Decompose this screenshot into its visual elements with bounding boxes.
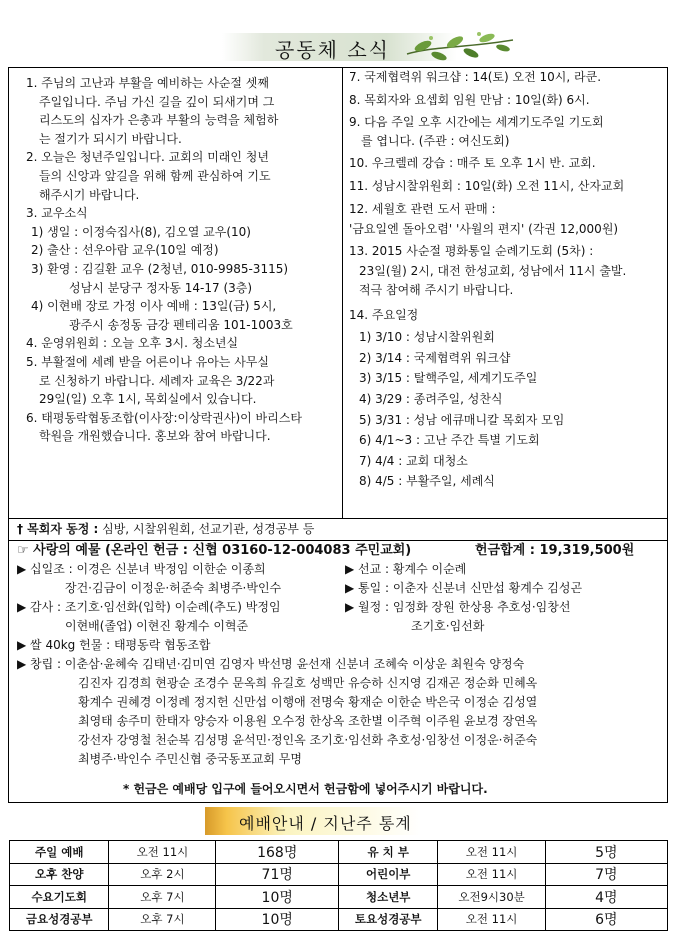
service-name: 유 치 부	[339, 841, 438, 864]
attendance-count: 168명	[216, 841, 339, 864]
table-row	[10, 908, 668, 931]
page-title: 공동체 소식	[275, 38, 390, 62]
news-line: 2) 출산 : 선우아람 교우(10일 예정)	[31, 243, 219, 258]
news-line: 8) 4/5 : 부활주일, 세례식	[359, 474, 495, 489]
attendance-count: 6명	[545, 908, 667, 931]
news-line: 적극 참여해 주시기 바랍니다.	[359, 282, 514, 297]
service-name: 주일 예배	[10, 841, 109, 864]
news-right-column	[349, 68, 665, 491]
offering-line: ▶ 창립 : 이춘삼·윤혜숙 김태년·김미연 김영자 박선명 윤선재 신분녀 조혜숙 이상운 최원숙 양정숙	[17, 657, 525, 671]
news-line: 7. 국제협력위 워크샵 : 14(토) 오전 10시, 라쿤.	[349, 70, 602, 84]
table-row	[10, 886, 668, 909]
news-line: 10. 우크렐레 강습 : 매주 토 오후 1시 반. 교회.	[349, 156, 596, 171]
news-line: 3) 3/15 : 탈핵주일, 세계기도주일	[359, 371, 538, 386]
news-line: '금요일엔 돌아오렴' '사월의 편지' (각권 12,000원)	[349, 222, 619, 237]
offering-heading: ☞ 사랑의 예물 (온라인 헌금 : 신협 03160-12-004083 주민교회)	[17, 543, 412, 558]
offering-line: 이현배(졸업) 이현진 황계수 이혁준	[65, 619, 249, 633]
offering-line: ▶ 감사 : 조기호·임선화(입학) 이순례(추도) 박정임	[17, 600, 281, 614]
offering-line: ▶ 월정 : 임정화 장원 한상용 추호성·임창선	[345, 600, 571, 614]
news-line: 주일입니다. 주님 가신 길을 깊이 되새기며 그	[39, 94, 275, 109]
table-row	[10, 863, 668, 886]
offering-line: ▶ 십일조 : 이경은 신분녀 박정임 이한순 이종희	[17, 562, 266, 576]
service-time: 오전 11시	[438, 841, 545, 864]
news-line: 2. 오늘은 청년주일입니다. 교회의 미래인 청년	[26, 150, 269, 165]
offering-line: 조기호·임선화	[411, 619, 485, 633]
news-line: 23일(월) 2시, 대전 한성교회, 성남에서 11시 출발.	[359, 264, 627, 279]
news-line: 1. 주님의 고난과 부활을 예비하는 사순절 셋째	[26, 76, 269, 90]
news-line: 4) 이현배 장로 가정 이사 예배 : 13일(금) 5시,	[31, 299, 277, 314]
news-line: 2) 3/14 : 국제협력위 워크샵	[359, 350, 511, 365]
service-time: 오전 11시	[109, 841, 216, 864]
news-line: 를 엽니다. (주관 : 여신도회)	[361, 133, 510, 148]
news-line: 4. 운영위원회 : 오늘 오후 3시. 청소년실	[26, 336, 239, 351]
table-row	[10, 841, 668, 864]
offering-line: ▶ 쌀 40kg 헌물 : 태평동락 협동조합	[17, 638, 211, 652]
leaf-vine-icon	[405, 26, 515, 66]
news-line: 3. 교우소식	[26, 206, 88, 221]
news-line: 광주시 송정동 금강 펜테리움 101-1003호	[69, 317, 293, 332]
offering-line: 최영태 송주미 한태자 양승자 이용원 오수정 한상옥 조한별 이주혁 이주원 윤보경 장연옥	[78, 714, 538, 728]
news-line: 6. 태평동락협동조합(이사장:이상락권사)이 바리스타	[26, 410, 302, 425]
pastor-activities-row	[8, 519, 668, 541]
attendance-count: 4명	[545, 886, 667, 909]
news-box	[8, 67, 668, 519]
news-line: 8. 목회자와 요셉회 임원 만남 : 10일(화) 6시.	[349, 92, 590, 107]
service-time: 오후 7시	[109, 908, 216, 931]
service-name: 토요성경공부	[339, 908, 438, 931]
news-line: 로 신청하기 바랍니다. 세례자 교육은 3/22과	[39, 373, 275, 388]
attendance-count: 10명	[216, 908, 339, 931]
offering-line: 최병주·박인수 주민신협 중국동포교회 무명	[78, 752, 302, 766]
news-line: 1) 3/10 : 성남시찰위원회	[359, 330, 495, 345]
pastor-label: † 목회자 동정 :	[17, 522, 99, 536]
service-name: 수요기도회	[10, 886, 109, 909]
offering-line: 황계수 권혜경 이정례 정지헌 신만섭 이행애 전명숙 황재순 이한순 박은국 이정순 김성열	[78, 695, 538, 709]
news-left-column	[17, 68, 337, 446]
attendance-count: 71명	[216, 863, 339, 886]
news-line: 성남시 분당구 정자동 14-17 (3층)	[69, 280, 253, 295]
news-line: 14. 주요일정	[349, 307, 419, 322]
news-line: 학원을 개원했습니다. 홍보와 참여 바랍니다.	[39, 429, 271, 444]
news-line: 4) 3/29 : 종려주일, 성찬식	[359, 391, 503, 406]
worship-stats-table	[9, 840, 668, 931]
worship-title: 예배안내 / 지난주 통계	[239, 814, 412, 833]
news-line: 11. 성남시찰위원회 : 10일(화) 오전 11시, 산자교회	[349, 178, 625, 193]
service-time: 오후 2시	[109, 863, 216, 886]
offering-line: ▶ 선교 : 황계수 이순례	[345, 562, 467, 576]
offering-line: 김진자 김경희 현광순 조경수 문옥희 유길호 성백만 유승하 신지영 김재곤 정순화 민혜옥	[78, 676, 538, 690]
news-line: 9. 다음 주일 오후 시간에는 세계기도주일 기도회	[349, 115, 604, 130]
service-time: 오전 11시	[438, 863, 545, 886]
news-line: 5. 부활절에 세례 받을 어른이나 유아는 사무실	[26, 354, 269, 369]
news-line: 7) 4/4 : 교회 대청소	[359, 453, 468, 468]
attendance-count: 5명	[545, 841, 667, 864]
service-time: 오전 11시	[438, 908, 545, 931]
service-name: 어린이부	[339, 863, 438, 886]
attendance-count: 10명	[216, 886, 339, 909]
pastor-text: 심방, 시찰위원회, 선교기관, 성경공부 등	[102, 522, 315, 536]
service-name: 청소년부	[339, 886, 438, 909]
service-name: 오후 찬양	[10, 863, 109, 886]
offering-box	[8, 541, 668, 803]
news-line: 29일(일) 오후 1시, 목회실에서 있습니다.	[39, 392, 257, 407]
news-line: 1) 생일 : 이정숙집사(8), 김오열 교우(10)	[31, 224, 251, 239]
service-name: 금요성경공부	[10, 908, 109, 931]
service-time: 오후 7시	[109, 886, 216, 909]
offering-total: 헌금합계 : 19,319,500원	[475, 543, 635, 558]
attendance-count: 7명	[545, 863, 667, 886]
news-line: 6) 4/1~3 : 고난 주간 특별 기도회	[359, 433, 540, 448]
news-line: 해주시기 바랍니다.	[39, 187, 140, 202]
news-line: 3) 환영 : 김길환 교우 (2청년, 010-9985-3115)	[31, 261, 289, 276]
offering-line: 장건·김금이 이정운·허준숙 최병주·박인수	[65, 581, 282, 595]
news-line: 는 절기가 되시기 바랍니다.	[39, 131, 182, 146]
service-time: 오전9시30분	[438, 886, 545, 909]
news-line: 13. 2015 사순절 평화통일 순례기도회 (5차) :	[349, 243, 594, 258]
offering-line: ▶ 통일 : 이춘자 신분녀 신만섭 황계수 김성곤	[345, 581, 583, 595]
news-line: 리스도의 십자가 은총과 부활의 능력을 체험하	[39, 113, 279, 128]
offering-line: 강선자 강영철 천순복 김성명 윤석민·정인옥 조기호·임선화 추호성·임창선 이정운·허준숙	[78, 733, 538, 747]
column-divider	[342, 68, 343, 518]
news-line: 12. 세월호 관련 도서 판매 :	[349, 201, 496, 216]
news-line: 들의 신앙과 앞길을 위해 함께 관심하여 기도	[39, 168, 271, 183]
offering-note: * 헌금은 예배당 입구에 들어오시면서 헌금함에 넣어주시기 바랍니다.	[123, 782, 488, 796]
news-line: 5) 3/31 : 성남 에큐매니칼 목회자 모임	[359, 412, 565, 427]
